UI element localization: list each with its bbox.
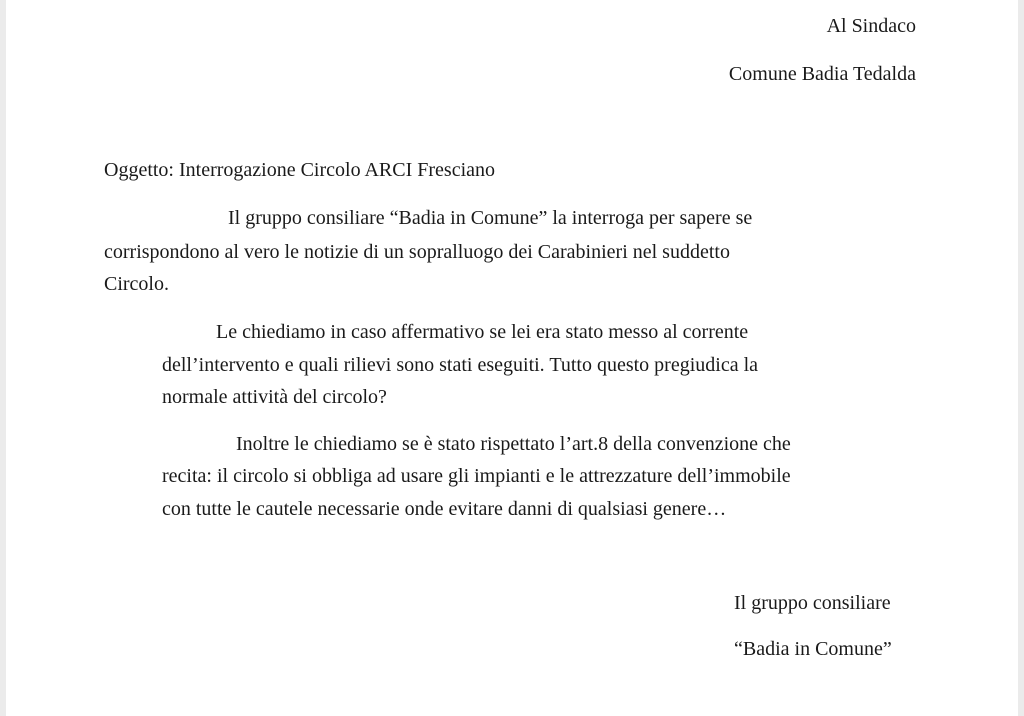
paragraph-1-line-2: corrispondono al vero le notizie di un sopralluogo dei Carabinieri nel suddetto <box>104 241 730 263</box>
signature-line-2: “Badia in Comune” <box>734 638 892 660</box>
paragraph-2-line-1: Le chiediamo in caso affermativo se lei era stato messo al corrente <box>216 321 749 343</box>
document-page <box>6 0 1018 716</box>
signature-line-1: Il gruppo consiliare <box>734 592 891 614</box>
paragraph-3-line-1: Inoltre le chiediamo se è stato rispettato l’art.8 della convenzione che <box>236 433 791 455</box>
paragraph-1-line-3: Circolo. <box>104 273 169 295</box>
paragraph-3-line-3: con tutte le cautele necessarie onde evitare danni di qualsiasi genere… <box>162 498 727 520</box>
paragraph-2-line-3: normale attività del circolo? <box>162 386 387 408</box>
recipient-line-2: Comune Badia Tedalda <box>728 63 916 85</box>
paragraph-3-line-2: recita: il circolo si obbliga ad usare gli impianti e le attrezzature dell’immobile <box>162 465 791 487</box>
paragraph-2-line-2: dell’intervento e quali rilievi sono stati eseguiti. Tutto questo pregiudica la <box>162 354 759 376</box>
recipient-line-1: Al Sindaco <box>826 15 916 37</box>
paragraph-1-line-1: Il gruppo consiliare “Badia in Comune” la interroga per sapere se <box>228 207 753 229</box>
subject-line: Oggetto: Interrogazione Circolo ARCI Fresciano <box>104 159 496 181</box>
